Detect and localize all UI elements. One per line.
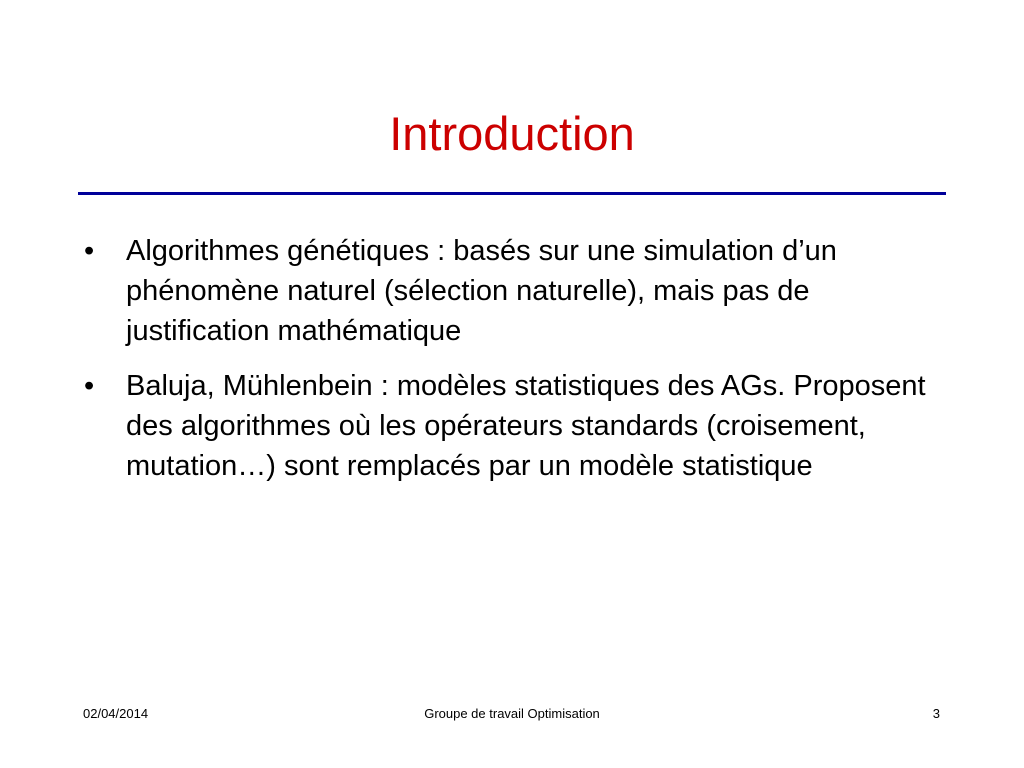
page-number: 3 <box>932 706 940 721</box>
bullet-text: Algorithmes génétiques : basés sur une simulation d’un phénomène naturel (sélection naturelle), mais pas de justification mathématique <box>126 235 837 347</box>
title-divider <box>78 192 946 195</box>
footer-title: Groupe de travail Optimisation <box>424 706 600 721</box>
bullet-text: Baluja, Mühlenbein : modèles statistiques des AGs. Proposent des algorithmes où les opérateurs standards (croisement, mutation…) sont remplacés par un modèle statistique <box>126 370 926 482</box>
slide-title: Introduction <box>389 107 635 160</box>
bullet-item <box>84 231 944 351</box>
bullet-item <box>84 366 944 486</box>
bullet-icon: • <box>84 235 95 267</box>
footer-date: 02/04/2014 <box>83 706 149 721</box>
bullet-list <box>84 231 944 501</box>
bullet-icon: • <box>84 370 95 402</box>
